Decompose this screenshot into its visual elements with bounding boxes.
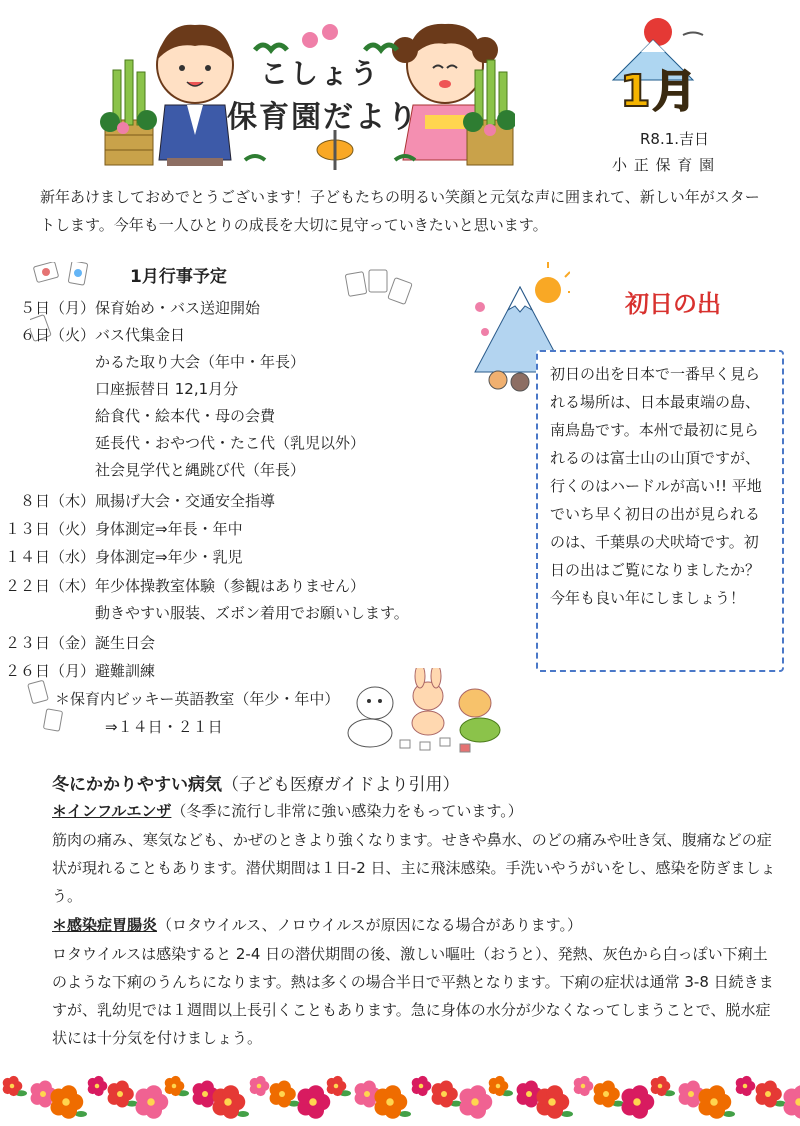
event-text: 社会見学代と縄跳び代（年長） bbox=[95, 461, 305, 479]
event-row bbox=[0, 488, 275, 515]
event-text: 年少体操教室体験（参観はありません） bbox=[95, 577, 365, 595]
plum-flower-border bbox=[0, 1058, 800, 1122]
event-row bbox=[0, 403, 275, 430]
influenza-body: 筋肉の痛み、寒気なども、かぜのときより強くなります。せきや鼻水、のどの痛みや吐き気、腹痛などの症状が現れることもあります。潜伏期間は１日-2 日、主に飛沫感染。手洗いやうがいをし、感染を防ぎましょう。 bbox=[52, 826, 777, 910]
gastro-title: ＊感染症胃腸炎 bbox=[52, 916, 157, 934]
disease-heading-row bbox=[52, 770, 460, 795]
event-row bbox=[0, 295, 260, 322]
event-row bbox=[0, 349, 305, 376]
disease-heading: 冬にかかりやすい病気 bbox=[52, 775, 222, 795]
event-day: ８日（木） bbox=[0, 488, 95, 515]
event-day: １４日（水） bbox=[0, 544, 95, 571]
organization-name: 小 正 保 育 園 bbox=[612, 154, 715, 175]
event-day: ２３日（金） bbox=[0, 630, 95, 657]
sunrise-body: 初日の出を日本で一番早く見られる場所は、日本最東端の島、南鳥島です。本州で最初に見られるのは富士山の山頂ですが、行くのはハードルが高い!! 平地でいち早く初日の出が見られるのは、千葉県の犬吠埼です。初日の出はご覧になりましたか？今年も良い年にしましょう！ bbox=[550, 360, 770, 612]
newsletter-title-line1: こしょう bbox=[230, 52, 410, 92]
event-text: 延長代・おやつ代・たこ代（乳児以外） bbox=[95, 434, 365, 452]
month-badge-label: 1月 bbox=[620, 55, 699, 119]
event-day: ２６日（月） bbox=[0, 658, 95, 685]
event-row bbox=[0, 573, 365, 600]
newsletter-title-line2: 保育園だより bbox=[218, 92, 428, 136]
english-class-dates: ⇒１４日・２１日 bbox=[105, 714, 223, 741]
event-row bbox=[0, 322, 185, 349]
event-row bbox=[0, 457, 305, 484]
event-text: バス代集金日 bbox=[95, 326, 185, 344]
influenza-heading-row bbox=[52, 797, 523, 825]
event-row bbox=[0, 600, 409, 627]
event-text: 動きやすい服装、ズボン着用でお願いします。 bbox=[95, 604, 409, 622]
influenza-note: （冬季に流行し非常に強い感染力をもっています。） bbox=[171, 802, 522, 820]
gastro-heading-row bbox=[52, 911, 582, 939]
event-row bbox=[0, 630, 155, 657]
event-row bbox=[0, 658, 155, 685]
event-day: １３日（火） bbox=[0, 516, 95, 543]
issue-date: R8.1.吉日 bbox=[640, 128, 709, 149]
event-text: かるた取り大会（年中・年長） bbox=[95, 353, 305, 371]
gastro-body: ロタウイルスは感染すると 2-4 日の潜伏期間の後、激しい嘔吐（おうと）、発熱、灰色から白っぽい下痢土のような下痢のうんちになります。熱は多くの場合半日で平熱となります。下痢の症状は通常 3-8 日続きますが、乳幼児では１週間以上長引くこともあります。急に身体の水分が少なくなってしまうことで、脱水症状には十分気を付けましょう。 bbox=[52, 940, 777, 1052]
event-text: 凧揚げ大会・交通安全指導 bbox=[95, 492, 275, 510]
event-text: 誕生日会 bbox=[95, 634, 155, 652]
intro-paragraph: 新年あけましておめでとうございます！子どもたちの明るい笑顔と元気な声に囲まれて、新しい年がスタートします。今年も一人ひとりの成長を大切に見守っていきたいと思います。 bbox=[40, 183, 770, 239]
kadomatsu-left-icon bbox=[100, 60, 157, 165]
influenza-title: ＊インフルエンザ bbox=[52, 802, 171, 820]
event-text: 口座振替日 12,1月分 bbox=[95, 380, 238, 398]
event-row bbox=[0, 544, 243, 571]
event-day: ６日（火） bbox=[0, 322, 95, 349]
gastro-note: （ロタウイルス、ノロウイルスが原因になる場合があります。） bbox=[157, 916, 582, 934]
event-text: 避難訓練 bbox=[95, 662, 155, 680]
karuta-cards-right-icon bbox=[345, 268, 415, 312]
event-row bbox=[0, 430, 365, 457]
sunrise-info-box bbox=[536, 350, 784, 672]
event-text: 身体測定⇒年長・年中 bbox=[95, 520, 243, 538]
event-day: ２２日（木） bbox=[0, 573, 95, 600]
disease-heading-note: （子ども医療ガイドより引用） bbox=[222, 775, 460, 795]
event-text: 給食代・絵本代・母の会費 bbox=[95, 407, 275, 425]
events-heading: 1月行事予定 bbox=[130, 262, 227, 287]
spinning-top-icon bbox=[317, 130, 353, 170]
event-text: 保育始め・バス送迎開始 bbox=[95, 299, 260, 317]
event-row bbox=[0, 516, 243, 543]
english-class-line: ＊保育内ビッキー英語教室（年少・年中） bbox=[55, 686, 339, 713]
event-row bbox=[0, 376, 238, 403]
animals-playing-karuta-icon bbox=[340, 668, 510, 757]
plum-flower-border-icon bbox=[0, 1058, 800, 1122]
sunrise-title: 初日の出 bbox=[625, 284, 721, 319]
event-day: ５日（月） bbox=[0, 295, 95, 322]
event-text: 身体測定⇒年少・乳児 bbox=[95, 548, 243, 566]
